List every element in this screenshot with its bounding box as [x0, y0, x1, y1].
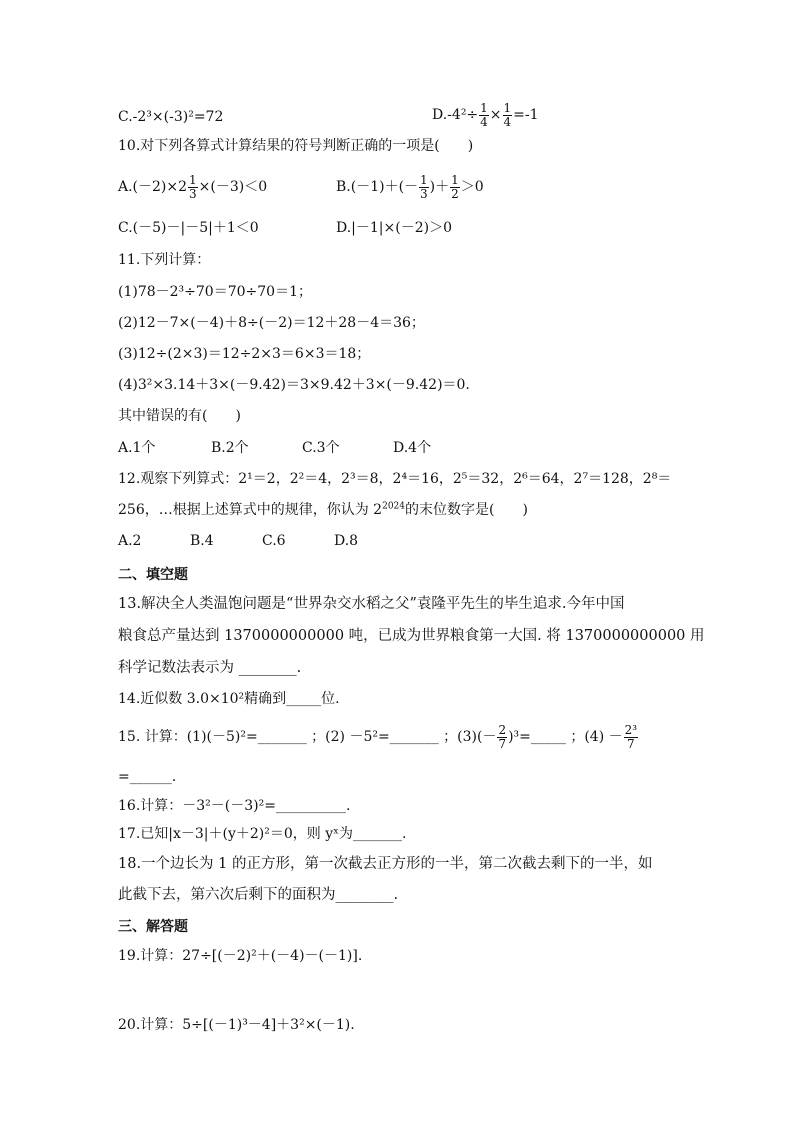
q18-line-1: 18.一个边长为 1 的正方形，第一次截去正方形的一半，第二次截去剩下的一半，如	[118, 856, 653, 872]
q14: 14.近似数 3.0×10²精确到_____位.	[118, 691, 340, 707]
q20: 20.计算：5÷[(－1)³－4]＋3²×(－1).	[118, 1017, 355, 1033]
fraction: $\frac{2}{7}$	[498, 722, 507, 751]
q11-stem: 11.下列计算：	[118, 252, 211, 268]
q17: 17.已知|x－3|＋(y＋2)²＝0，则 yˣ为_______.	[118, 826, 407, 842]
q11-option-c: C.3个	[302, 440, 340, 456]
q11-tail: 其中错误的有( )	[118, 408, 241, 424]
q9-option-c: C.-2³×(-3)²=72	[118, 109, 224, 125]
q12-option-d: D.8	[334, 533, 359, 549]
times-sign: ×	[489, 107, 502, 123]
q11-options	[118, 439, 431, 457]
fraction: $\frac{1}{4}$	[480, 100, 488, 129]
q19: 19.计算：27÷[(－2)²＋(－4)－(－1)].	[118, 948, 363, 964]
q10-option-a: A.(－2)×2 $\frac{1}{3}$ ×(－3)＜0	[118, 172, 268, 201]
fraction: $\frac{1}{3}$	[189, 172, 197, 201]
fraction: $\frac{\text{2³}}{7}$	[624, 722, 638, 751]
q11-option-a: A.1个	[118, 440, 156, 456]
q11-item-3: (3)12÷(2×3)＝12÷2×3＝6×3＝18；	[118, 346, 371, 362]
q11-item-2: (2)12－7×(－4)＋8÷(－2)＝12＋28－4＝36；	[118, 315, 425, 331]
fraction: $\frac{1}{2}$	[451, 172, 459, 201]
q11-option-d: D.4个	[393, 440, 432, 456]
q15-line-2: =______.	[118, 769, 177, 785]
q18-line-2: 此截下去，第六次后剩下的面积为________.	[118, 887, 399, 903]
q13-line-1: 13.解决全人类温饱问题是“世界杂交水稻之父”袁隆平先生的毕生追求.今年中国	[118, 596, 625, 612]
q12-option-c: C.6	[262, 533, 286, 549]
q13-line-2: 粮食总产量达到 1370000000000 吨，已成为世界粮食第一大国. 将 1370000000000 用	[118, 628, 705, 644]
q12-line-2: 256，…根据上述算式中的规律，你认为 $2^{2024}$的末位数字是( )	[118, 501, 528, 518]
q12-option-b: B.4	[190, 533, 214, 549]
fraction: $\frac{1}{3}$	[420, 172, 428, 201]
q12-options	[118, 532, 358, 550]
section-title-fill-in: 二、填空题	[118, 567, 188, 583]
q11-item-4: (4)3²×3.14＋3×(－9.42)＝3×9.42＋3×(－9.42)＝0.	[118, 377, 470, 393]
q9-d-prefix: D.-4²÷	[432, 107, 479, 123]
q10-option-b: B.(－1)＋(－ $\frac{1}{3}$ )＋ $\frac{1}{2}$ ＞0	[336, 172, 484, 201]
q16: 16.计算：－3²－(－3)²=__________.	[118, 798, 351, 814]
exponent: 2024	[382, 501, 405, 512]
q10-stem: 10.对下列各算式计算结果的符号判断正确的一项是( )	[118, 138, 474, 154]
q12-option-a: A.2	[118, 533, 142, 549]
q10-option-c: C.(－5)－|－5|＋1＜0	[118, 220, 259, 236]
q12-line-1: 12.观察下列算式：2¹＝2，2²＝4，2³＝8，2⁴＝16，2⁵＝32，2⁶＝64，2⁷＝128，2⁸＝	[118, 471, 672, 487]
q13-line-3: 科学记数法表示为 ________.	[118, 660, 302, 676]
q9-option-d	[432, 100, 539, 130]
q15-line-1: 15. 计算：(1)(－5)²=_______ ；(2) －5²=_______ ；(3)(－ $\frac{2}{7}$ )³=_____ ；(4) － $\frac{\text{2³}}{7}$	[118, 722, 638, 751]
q10-option-d: D.|－1|×(－2)＞0	[336, 220, 452, 236]
section-title-answer: 三、解答题	[118, 919, 188, 935]
q11-option-b: B.2个	[211, 440, 249, 456]
fraction: $\frac{1}{4}$	[503, 100, 512, 129]
q9-d-suffix: =-1	[513, 107, 539, 123]
q11-item-1: (1)78－2³÷70＝70÷70＝1；	[118, 284, 312, 300]
